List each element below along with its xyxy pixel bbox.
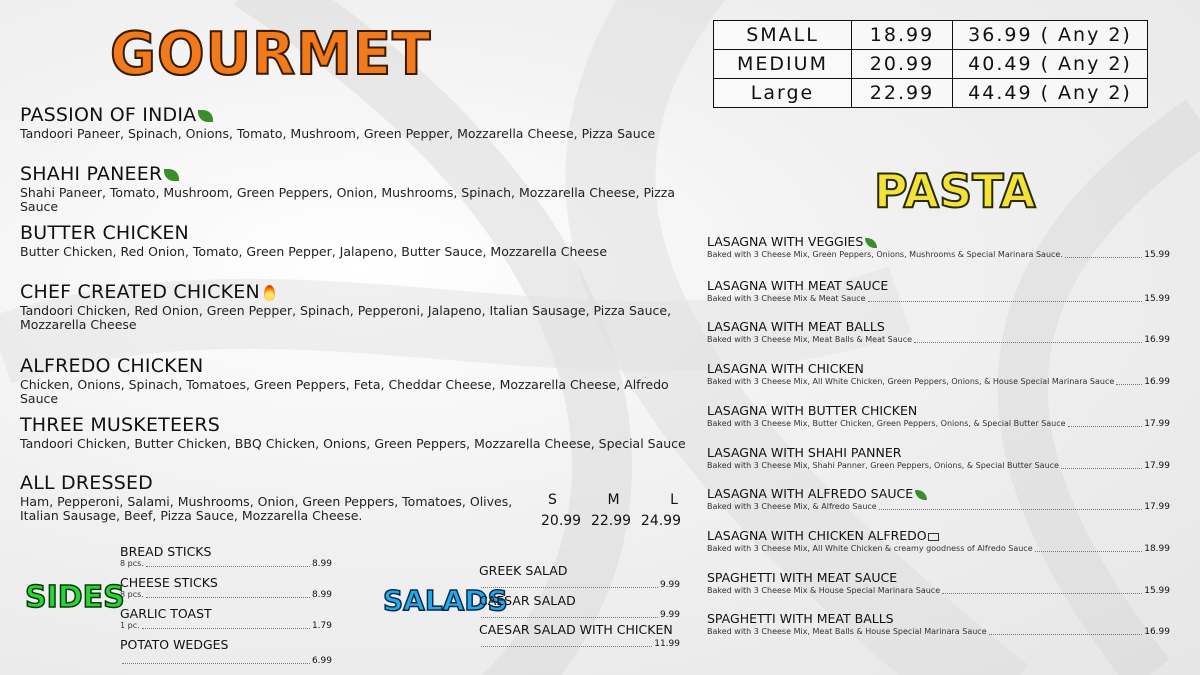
item-note: 1 pc. bbox=[120, 621, 140, 630]
item-description: Baked with 3 Cheese Mix & House Special Marinara Sauce bbox=[707, 586, 941, 595]
price: 16.99 bbox=[1144, 627, 1170, 637]
table-row bbox=[714, 50, 1148, 79]
pasta-item bbox=[707, 361, 1170, 387]
menu-item bbox=[20, 104, 690, 141]
pasta-item bbox=[707, 319, 1170, 345]
pasta-item bbox=[707, 570, 1170, 596]
price: 1.79 bbox=[311, 621, 332, 631]
sides-title: SIDES bbox=[25, 580, 125, 615]
price: 8.99 bbox=[311, 590, 332, 600]
price: 15.99 bbox=[1144, 294, 1170, 304]
item-description: Baked with 3 Cheese Mix, Meat Balls & Meat Sauce bbox=[707, 335, 913, 344]
price: 8.99 bbox=[311, 559, 332, 569]
side-item bbox=[120, 575, 332, 600]
price: 9.99 bbox=[659, 580, 680, 590]
dot-leader bbox=[142, 628, 310, 629]
size-cell: MEDIUM bbox=[714, 50, 852, 79]
menu-item bbox=[20, 414, 690, 451]
leaf-icon bbox=[198, 110, 213, 122]
size-cell: SMALL bbox=[714, 21, 852, 50]
size-cell: Large bbox=[714, 79, 852, 108]
dot-leader bbox=[914, 342, 1142, 343]
flame-icon bbox=[264, 285, 275, 301]
dot-leader bbox=[481, 587, 658, 588]
item-description: Ham, Pepperoni, Salami, Mushrooms, Onion, Green Peppers, Tomatoes, Olives, Italian Sausage, Beef, Pizza Sauce, Mozzarella Cheese. bbox=[20, 494, 513, 523]
side-item bbox=[120, 637, 332, 666]
pasta-item bbox=[707, 278, 1170, 304]
item-name: LASAGNA WITH MEAT SAUCE bbox=[707, 278, 889, 293]
price: 18.99 bbox=[1144, 544, 1170, 554]
item-description: Butter Chicken, Red Onion, Tomato, Green Pepper, Jalapeno, Butter Sauce, Mozzarella Cheese bbox=[20, 244, 608, 259]
gourmet-title: GOURMET bbox=[110, 20, 432, 89]
price: 20.99 bbox=[541, 513, 582, 529]
side-item bbox=[120, 544, 332, 569]
pasta-item bbox=[707, 528, 1170, 554]
item-name: GARLIC TOAST bbox=[120, 606, 212, 621]
dot-leader bbox=[122, 663, 310, 664]
leaf-icon bbox=[164, 169, 179, 181]
item-name: BREAD STICKS bbox=[120, 544, 212, 559]
price: 6.99 bbox=[311, 656, 332, 666]
table-row bbox=[714, 21, 1148, 50]
price: 24.99 bbox=[640, 513, 681, 529]
pasta-item bbox=[707, 445, 1170, 471]
pasta-title: PASTA bbox=[874, 164, 1036, 218]
dot-leader bbox=[1068, 426, 1143, 427]
size-headers bbox=[548, 492, 678, 508]
side-item bbox=[120, 606, 332, 631]
item-name: ALFREDO CHICKEN bbox=[20, 355, 204, 377]
pasta-item bbox=[707, 486, 1170, 512]
dot-leader bbox=[481, 617, 658, 618]
menu-item bbox=[20, 163, 690, 214]
item-name: LASAGNA WITH CHICKEN ALFREDO bbox=[707, 528, 927, 543]
item-name: CHEESE STICKS bbox=[120, 575, 218, 590]
dot-leader bbox=[879, 509, 1143, 510]
price: 11.99 bbox=[654, 639, 680, 649]
dot-leader bbox=[481, 646, 652, 647]
size-label: M bbox=[607, 492, 620, 508]
item-name: POTATO WEDGES bbox=[120, 637, 229, 652]
dot-leader bbox=[1061, 468, 1142, 469]
item-description: Baked with 3 Cheese Mix & Meat Sauce bbox=[707, 294, 866, 303]
table-row bbox=[714, 79, 1148, 108]
item-description: Baked with 3 Cheese Mix, All White Chicken, Green Peppers, Onions, & House Special Marinara Sauce bbox=[707, 377, 1115, 386]
price: 15.99 bbox=[1144, 586, 1170, 596]
size-label: L bbox=[670, 492, 678, 508]
price-cell: 20.99 bbox=[852, 50, 953, 79]
pasta-item bbox=[707, 234, 1170, 260]
price: 17.99 bbox=[1144, 502, 1170, 512]
price: 17.99 bbox=[1144, 419, 1170, 429]
leaf-icon bbox=[865, 238, 877, 248]
price: 17.99 bbox=[1144, 461, 1170, 471]
size-label: S bbox=[548, 492, 557, 508]
price: 15.99 bbox=[1144, 250, 1170, 260]
pasta-item bbox=[707, 611, 1170, 637]
salads-title: SALADS bbox=[383, 584, 508, 617]
pasta-item bbox=[707, 403, 1170, 429]
item-description: Tandoori Chicken, Butter Chicken, BBQ Chicken, Onions, Green Peppers, Mozzarella Cheese, Special Sauce bbox=[20, 436, 686, 451]
size-prices bbox=[541, 513, 681, 529]
price-cell: 18.99 bbox=[852, 21, 953, 50]
item-name: LASAGNA WITH ALFREDO SAUCE bbox=[707, 486, 914, 501]
item-name: CAESAR SALAD bbox=[479, 593, 576, 608]
item-name: CAESAR SALAD WITH CHICKEN bbox=[479, 622, 673, 637]
combo-cell: 40.49 ( Any 2) bbox=[953, 50, 1148, 79]
item-name: LASAGNA WITH SHAHI PANNER bbox=[707, 445, 902, 460]
item-name: PASSION OF INDIA bbox=[20, 104, 197, 126]
dot-leader bbox=[146, 597, 310, 598]
price: 16.99 bbox=[1144, 377, 1170, 387]
item-name: SHAHI PANEER bbox=[20, 163, 163, 185]
item-name: SPAGHETTI WITH MEAT SAUCE bbox=[707, 570, 898, 585]
salad-item bbox=[479, 622, 680, 649]
dot-leader bbox=[1116, 384, 1142, 385]
price-cell: 22.99 bbox=[852, 79, 953, 108]
dot-leader bbox=[1035, 551, 1143, 552]
salad-item bbox=[479, 563, 680, 590]
dot-leader bbox=[942, 593, 1142, 594]
item-description: Baked with 3 Cheese Mix, All White Chicken & creamy goodness of Alfredo Sauce bbox=[707, 544, 1033, 553]
salad-item bbox=[479, 593, 680, 620]
dot-leader bbox=[146, 566, 310, 567]
item-description: Baked with 3 Cheese Mix, Green Peppers, Onions, Mushrooms & Special Marinara Sauce. bbox=[707, 250, 1063, 259]
item-name: LASAGNA WITH MEAT BALLS bbox=[707, 319, 885, 334]
price: 16.99 bbox=[1144, 335, 1170, 345]
item-description: Shahi Paneer, Tomato, Mushroom, Green Peppers, Onion, Mushrooms, Spinach, Mozzarella Cheese, Pizza Sauce bbox=[20, 185, 675, 214]
item-description: Baked with 3 Cheese Mix, & Alfredo Sauce bbox=[707, 502, 877, 511]
item-note: 8 pcs. bbox=[120, 559, 144, 568]
item-note: 8 pcs. bbox=[120, 590, 144, 599]
dot-leader bbox=[989, 634, 1143, 635]
price: 22.99 bbox=[590, 513, 632, 529]
dot-leader bbox=[868, 301, 1143, 302]
item-name: LASAGNA WITH VEGGIES bbox=[707, 234, 864, 249]
pizza-price-table bbox=[713, 20, 1148, 108]
small-badge-icon bbox=[928, 533, 939, 541]
menu-item bbox=[20, 355, 690, 406]
item-name: SPAGHETTI WITH MEAT BALLS bbox=[707, 611, 894, 626]
item-name: LASAGNA WITH CHICKEN bbox=[707, 361, 864, 376]
item-description: Baked with 3 Cheese Mix, Shahi Panner, Green Peppers, Onions, & Special Butter Sauce bbox=[707, 461, 1059, 470]
item-name: LASAGNA WITH BUTTER CHICKEN bbox=[707, 403, 918, 418]
item-description: Chicken, Onions, Spinach, Tomatoes, Green Peppers, Feta, Cheddar Cheese, Mozzarella Cheese, Alfredo Sauce bbox=[20, 377, 669, 406]
menu-item bbox=[20, 222, 690, 259]
price: 9.99 bbox=[659, 610, 680, 620]
menu-item bbox=[20, 281, 690, 332]
menu-item bbox=[20, 472, 530, 523]
item-description: Tandoori Paneer, Spinach, Onions, Tomato, Mushroom, Green Pepper, Mozzarella Cheese, Pizza Sauce bbox=[20, 126, 656, 141]
dot-leader bbox=[1065, 257, 1142, 258]
item-name: GREEK SALAD bbox=[479, 563, 568, 578]
item-name: ALL DRESSED bbox=[20, 472, 154, 494]
item-description: Baked with 3 Cheese Mix, Butter Chicken, Green Peppers, Onions, & Special Butter Sauce bbox=[707, 419, 1066, 428]
item-description: Baked with 3 Cheese Mix, Meat Balls & House Special Marinara Sauce bbox=[707, 627, 987, 636]
combo-cell: 36.99 ( Any 2) bbox=[953, 21, 1148, 50]
item-name: CHEF CREATED CHICKEN bbox=[20, 281, 260, 303]
item-name: BUTTER CHICKEN bbox=[20, 222, 189, 244]
combo-cell: 44.49 ( Any 2) bbox=[953, 79, 1148, 108]
item-description: Tandoori Chicken, Red Onion, Green Pepper, Spinach, Pepperoni, Jalapeno, Italian Sausage, Pizza Sauce, Mozzarella Cheese bbox=[20, 303, 672, 332]
leaf-icon bbox=[915, 490, 927, 500]
item-name: THREE MUSKETEERS bbox=[20, 414, 221, 436]
